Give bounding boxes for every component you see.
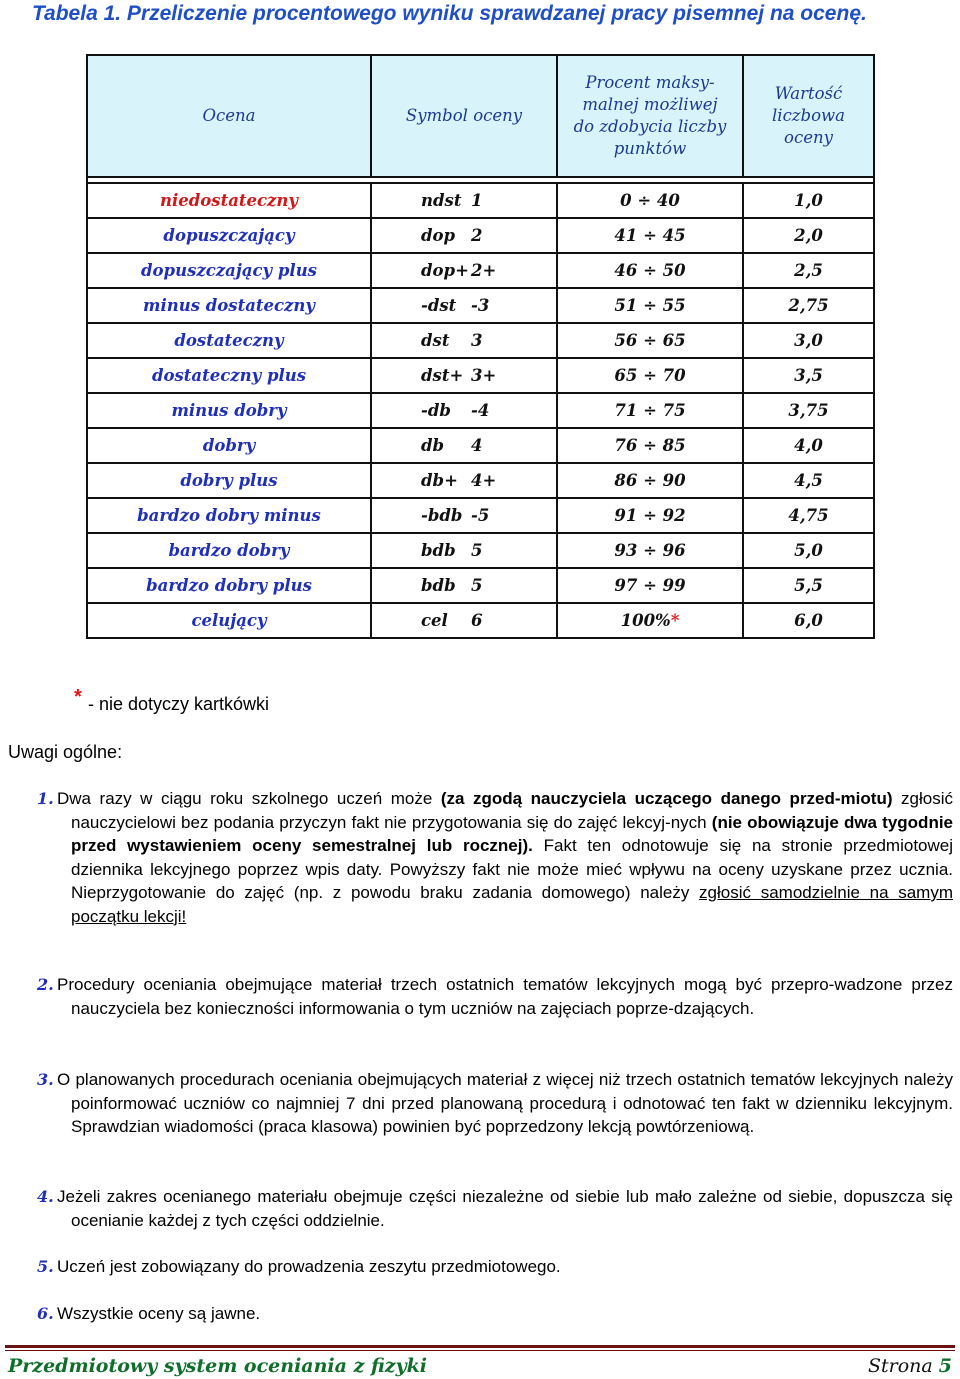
grade-symbol [371,288,557,323]
page-number: 5 [938,1355,952,1377]
footer-page-label: Strona [867,1355,933,1377]
grade-symbol [371,183,557,218]
note-text-part: (za zgodą nauczyciela uczącego danego przed-miotu) [440,789,893,808]
grade-percent [557,323,743,358]
note-text-part: O planowanych procedurach oceniania obejmujących materiał z więcej niż trzech ostatnich tematów lekcyjnych należy poinformować uczniów co najmniej 7 dni przed planowaną procedurą i odnotować ten fakt w dzienniku lekcyjnym. Sprawdzian wiadomości (praca klasowa) powinien być poprzedzony lekcją powtórzeniową. [57,1070,953,1136]
grade-name: bardzo dobry plus [87,568,371,603]
grade-value: 2,0 [743,218,874,253]
grade-percent [557,498,743,533]
note-text-part: Fakt ten odnotowuje się na stronie przedmiotowej dziennika lekcyjnego poprzez wpis daty. Powyższy fakt nie może mieć wpływu na oceny uzyskane przez ucznia. Nieprzygotowanie do zajęć (np. z powodu braku zadania domowego) należy [71,836,954,902]
note-item [37,973,953,1020]
note-number: 3. [37,1070,54,1089]
grade-name: dopuszczający [87,218,371,253]
note-text [37,1068,953,1139]
grade-percent [557,533,743,568]
grade-name: dostateczny plus [87,358,371,393]
grade-value: 1,0 [743,183,874,218]
table-row [87,288,874,323]
grade-symbol [371,568,557,603]
percent-range: 100% [620,611,671,630]
symbol-abbr: bdb [421,541,456,560]
footnote-text: - nie dotyczy kartkówki [88,694,270,714]
symbol-num: -4 [471,401,490,420]
table-row [87,358,874,393]
grade-value: 2,5 [743,253,874,288]
symbol-num: 2 [471,226,483,245]
grade-name: minus dobry [87,393,371,428]
table-header-row [87,55,874,177]
symbol-abbr: dop+ [421,261,469,280]
note-number: 6. [37,1304,54,1323]
grade-percent [557,253,743,288]
grade-name: celujący [87,603,371,638]
symbol-num: 4 [471,436,483,455]
note-text-part: Wszystkie oceny są jawne. [57,1304,261,1323]
note-text-part: Uczeń jest zobowiązany do prowadzenia zeszytu przedmiotowego. [57,1257,561,1276]
symbol-num: 4+ [471,471,497,490]
note-text-part: Procedury oceniania obejmujące materiał trzech ostatnich tematów lekcyjnych mogą być przepro-wadzone przez nauczyciela bez konieczności informowania o tym uczniów na zajęciach poprze-dzających. [57,975,953,1018]
grade-percent [557,183,743,218]
symbol-abbr: -db [421,401,451,420]
percent-range: 56 ÷ 65 [614,331,686,350]
grade-symbol [371,498,557,533]
percent-range: 0 ÷ 40 [620,191,680,210]
grade-name: niedostateczny [87,183,371,218]
note-number: 4. [37,1187,54,1206]
notes-title: Uwagi ogólne: [8,742,123,762]
grades-table-body [87,177,874,638]
percent-range: 93 ÷ 96 [614,541,686,560]
header-symbol: Symbol oceny [371,55,557,177]
grade-name: dopuszczający plus [87,253,371,288]
grade-value: 6,0 [743,603,874,638]
symbol-num: 6 [471,611,483,630]
symbol-num: 1 [471,191,483,210]
grade-value: 4,5 [743,463,874,498]
grade-name: dobry plus [87,463,371,498]
note-text-part: (nie obowiązuje dwa tygodnie przed wystawieniem oceny semestralnej lub rocznej). [71,812,954,855]
header-value: Wartość liczbowa oceny [743,55,874,177]
note-text-part: zgłosić samodzielnie na samym początku lekcji! [71,883,953,926]
note-text-part: zgłosić nauczycielowi bez podania przyczyn fakt nie przygotowania się do zajęć lekcyj-nych [71,789,953,832]
footer-title: Przedmiotowy system oceniania z fizyki [8,1355,427,1377]
symbol-num: 2+ [471,261,497,280]
header-ocena: Ocena [87,55,371,177]
table-row [87,323,874,358]
table-row [87,498,874,533]
footer-rule [5,1345,955,1348]
grade-symbol [371,393,557,428]
percent-range: 76 ÷ 85 [614,436,686,455]
percent-range: 41 ÷ 45 [614,226,686,245]
grade-percent [557,428,743,463]
symbol-num: -5 [471,506,490,525]
header-percent: Procent maksy- malnej możliwej do zdobycia liczby punktów [557,55,743,177]
symbol-abbr: ndst [421,191,462,210]
grade-value: 4,75 [743,498,874,533]
symbol-abbr: db+ [421,471,458,490]
grade-percent [557,603,743,638]
grade-name: dostateczny [87,323,371,358]
percent-range: 86 ÷ 90 [614,471,686,490]
note-text [37,1255,953,1279]
percent-range: 65 ÷ 70 [614,366,686,385]
table-row [87,603,874,638]
percent-range: 71 ÷ 75 [614,401,686,420]
symbol-num: 3 [471,331,483,350]
symbol-abbr: dst [421,331,450,350]
percent-range: 51 ÷ 55 [614,296,686,315]
symbol-num: 3+ [471,366,497,385]
grade-value: 5,5 [743,568,874,603]
grade-name: bardzo dobry minus [87,498,371,533]
note-text [37,787,953,928]
table-row [87,568,874,603]
symbol-abbr: -bdb [421,506,463,525]
grade-value: 2,75 [743,288,874,323]
grade-name: dobry [87,428,371,463]
table-row [87,218,874,253]
grade-name: minus dostateczny [87,288,371,323]
grade-value: 5,0 [743,533,874,568]
percent-range: 46 ÷ 50 [614,261,686,280]
grade-symbol [371,253,557,288]
symbol-num: 5 [471,541,483,560]
symbol-abbr: dop [421,226,456,245]
grades-table [86,54,875,639]
symbol-abbr: cel [421,611,448,630]
footer-page [868,1354,952,1378]
note-item [37,1302,953,1326]
table-row [87,393,874,428]
note-item [37,1068,953,1139]
grade-symbol [371,218,557,253]
note-item [37,787,953,928]
symbol-abbr: bdb [421,576,456,595]
grade-value: 3,5 [743,358,874,393]
grade-percent [557,568,743,603]
note-number: 5. [37,1257,54,1276]
table-row [87,253,874,288]
symbol-num: -3 [471,296,490,315]
note-text-part: Dwa razy w ciągu roku szkolnego uczeń może [57,789,441,808]
symbol-num: 5 [471,576,483,595]
grade-symbol [371,358,557,393]
table-row [87,428,874,463]
grade-symbol [371,323,557,358]
grade-symbol [371,533,557,568]
table-row [87,183,874,218]
symbol-abbr: db [421,436,445,455]
symbol-abbr: dst+ [421,366,464,385]
grade-value: 3,75 [743,393,874,428]
percent-star: * [670,611,680,630]
note-number: 2. [37,975,54,994]
note-number: 1. [37,789,54,808]
grade-symbol [371,428,557,463]
grade-value: 4,0 [743,428,874,463]
grade-percent [557,393,743,428]
table-row [87,533,874,568]
grade-name: bardzo dobry [87,533,371,568]
symbol-abbr: -dst [421,296,457,315]
note-text [37,1302,953,1326]
grade-symbol [371,603,557,638]
table-row [87,463,874,498]
note-text-part: Jeżeli zakres ocenianego materiału obejmuje części niezależne od siebie lub mało zależne od siebie, dopuszcza się ocenianie każdej z tych części oddzielnie. [57,1187,953,1230]
footnote-star: * [74,686,82,708]
footer-rule-thin [5,1350,955,1351]
grade-percent [557,358,743,393]
note-item [37,1185,953,1232]
grade-value: 3,0 [743,323,874,358]
grade-percent [557,218,743,253]
table-caption: Tabela 1. Przeliczenie procentowego wyniku sprawdzanej pracy pisemnej na ocenę. [32,2,867,25]
grade-symbol [371,463,557,498]
grade-percent [557,463,743,498]
note-text [37,973,953,1020]
note-text [37,1185,953,1232]
note-item [37,1255,953,1279]
grade-percent [557,288,743,323]
percent-range: 91 ÷ 92 [614,506,686,525]
percent-range: 97 ÷ 99 [614,576,686,595]
